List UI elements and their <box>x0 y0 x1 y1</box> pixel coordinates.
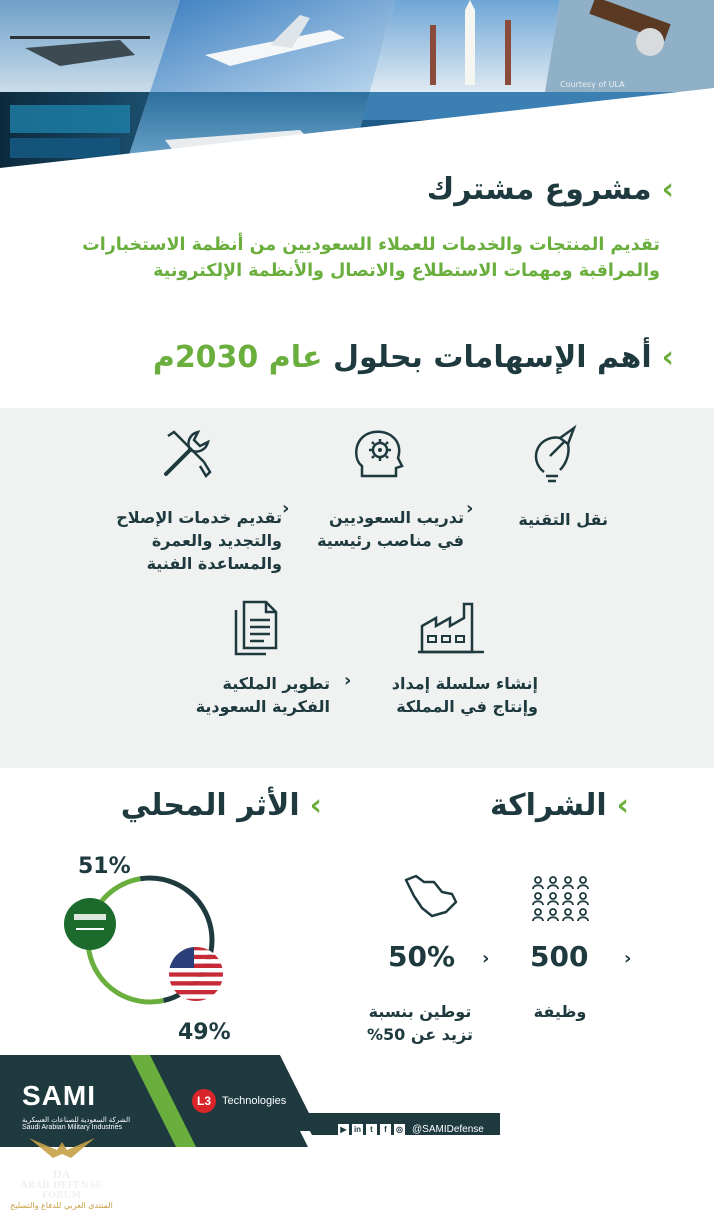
people-grid-icon <box>532 876 588 924</box>
chevron-icon: ‹ <box>282 498 290 519</box>
contribution-label: إنشاء سلسلة إمداد وإنتاج في المملكة <box>391 674 538 716</box>
social-handle[interactable]: @SAMIDefense <box>412 1124 484 1135</box>
ownership-ring-chart <box>60 862 250 1022</box>
saudi-flag-icon <box>64 898 116 950</box>
contribution-label: تدريب السعوديين في مناصب رئيسية <box>317 508 464 550</box>
chevron-icon: › <box>661 340 674 375</box>
photo-credit: Courtesy of ULA <box>560 80 625 89</box>
contributions-title-accent: عام 2030م <box>152 340 323 375</box>
jobs-label: وظيفة <box>533 1002 587 1021</box>
sami-english-name: Saudi Arabian Military Industries <box>22 1124 122 1131</box>
contribution-label: تطوير الملكية الفكرية السعودية <box>195 674 330 716</box>
twitter-icon[interactable]: t <box>366 1124 377 1135</box>
chevron-icon: › <box>309 788 322 823</box>
factory-icon <box>418 600 484 654</box>
chevron-icon: ‹ <box>482 948 490 969</box>
linkedin-icon[interactable]: in <box>353 1125 362 1134</box>
contribution-label: تقديم خدمات الإصلاح والتجديد والعمرة والمساعدة الفنية <box>116 508 282 573</box>
documents-icon <box>232 600 280 656</box>
contribution-supply-chain <box>370 596 550 736</box>
chevron-icon: › <box>616 788 629 823</box>
header-banner <box>0 0 714 182</box>
saudi-map-icon <box>402 872 460 918</box>
localization-label: توطين بنسبة تزيد عن 50% <box>367 1002 473 1044</box>
watermark-da: DA <box>52 1168 71 1181</box>
sami-arabic-name: الشركة السعودية للصناعات العسكرية <box>22 1117 131 1124</box>
partnership-title: الشراكة <box>489 788 607 823</box>
contribution-training <box>300 420 470 560</box>
watermark-arabic: المنتدى العربي للدفاع والتسليح <box>10 1201 113 1210</box>
tools-icon <box>160 428 212 480</box>
joint-project-heading <box>427 172 674 207</box>
chevron-icon: ‹ <box>466 498 474 519</box>
joint-project-description: تقديم المنتجات والخدمات للعملاء السعوديين من أنظمة الاستخبارات والمراقبة ومهمات الاستطلاع والاتصال والأنظمة الإلكترونية <box>82 235 660 281</box>
l3-technologies-text: Technologies <box>222 1095 287 1107</box>
lightbulb-rocket-icon <box>530 426 578 486</box>
partnership-heading <box>490 788 629 823</box>
head-gear-icon <box>350 426 406 482</box>
contributions-title <box>153 340 652 375</box>
us-share-label: 49% <box>178 1020 231 1045</box>
localization-value: 50% <box>388 940 456 973</box>
contribution-intellectual-property <box>170 596 340 736</box>
jobs-count: 500 <box>530 940 589 973</box>
chevron-icon: ‹ <box>344 670 352 691</box>
joint-project-title: مشروع مشترك <box>426 172 652 207</box>
sami-wordmark: SAMI <box>22 1080 96 1111</box>
youtube-icon[interactable]: ▶ <box>338 1124 349 1135</box>
sami-logo <box>22 1080 130 1131</box>
contribution-label: نقل التقنية <box>518 510 608 529</box>
contribution-tech-transfer <box>490 420 630 540</box>
chevron-icon: ‹ <box>624 948 632 969</box>
l3-logo <box>192 1089 286 1113</box>
arab-defense-forum-watermark <box>4 1128 119 1210</box>
local-impact-title: الأثر المحلي <box>120 788 300 823</box>
contributions-title-main: أهم الإسهامات بحلول <box>332 340 652 375</box>
chevron-icon: › <box>661 172 674 207</box>
watermark-english: ARAB DEFENSE FORUM <box>20 1181 103 1201</box>
banner-photo-collage <box>0 0 714 182</box>
contributions-heading <box>153 340 674 375</box>
contributions-panel <box>0 408 714 768</box>
saudi-share-label: 51% <box>78 854 131 879</box>
local-impact-heading <box>121 788 322 823</box>
facebook-icon[interactable]: f <box>380 1124 391 1135</box>
eagle-emblem-icon <box>27 1128 97 1164</box>
instagram-icon[interactable]: ◎ <box>394 1124 405 1135</box>
l3-mark: L3 <box>192 1089 216 1113</box>
contribution-repair-services <box>100 420 290 590</box>
social-links <box>338 1124 484 1135</box>
